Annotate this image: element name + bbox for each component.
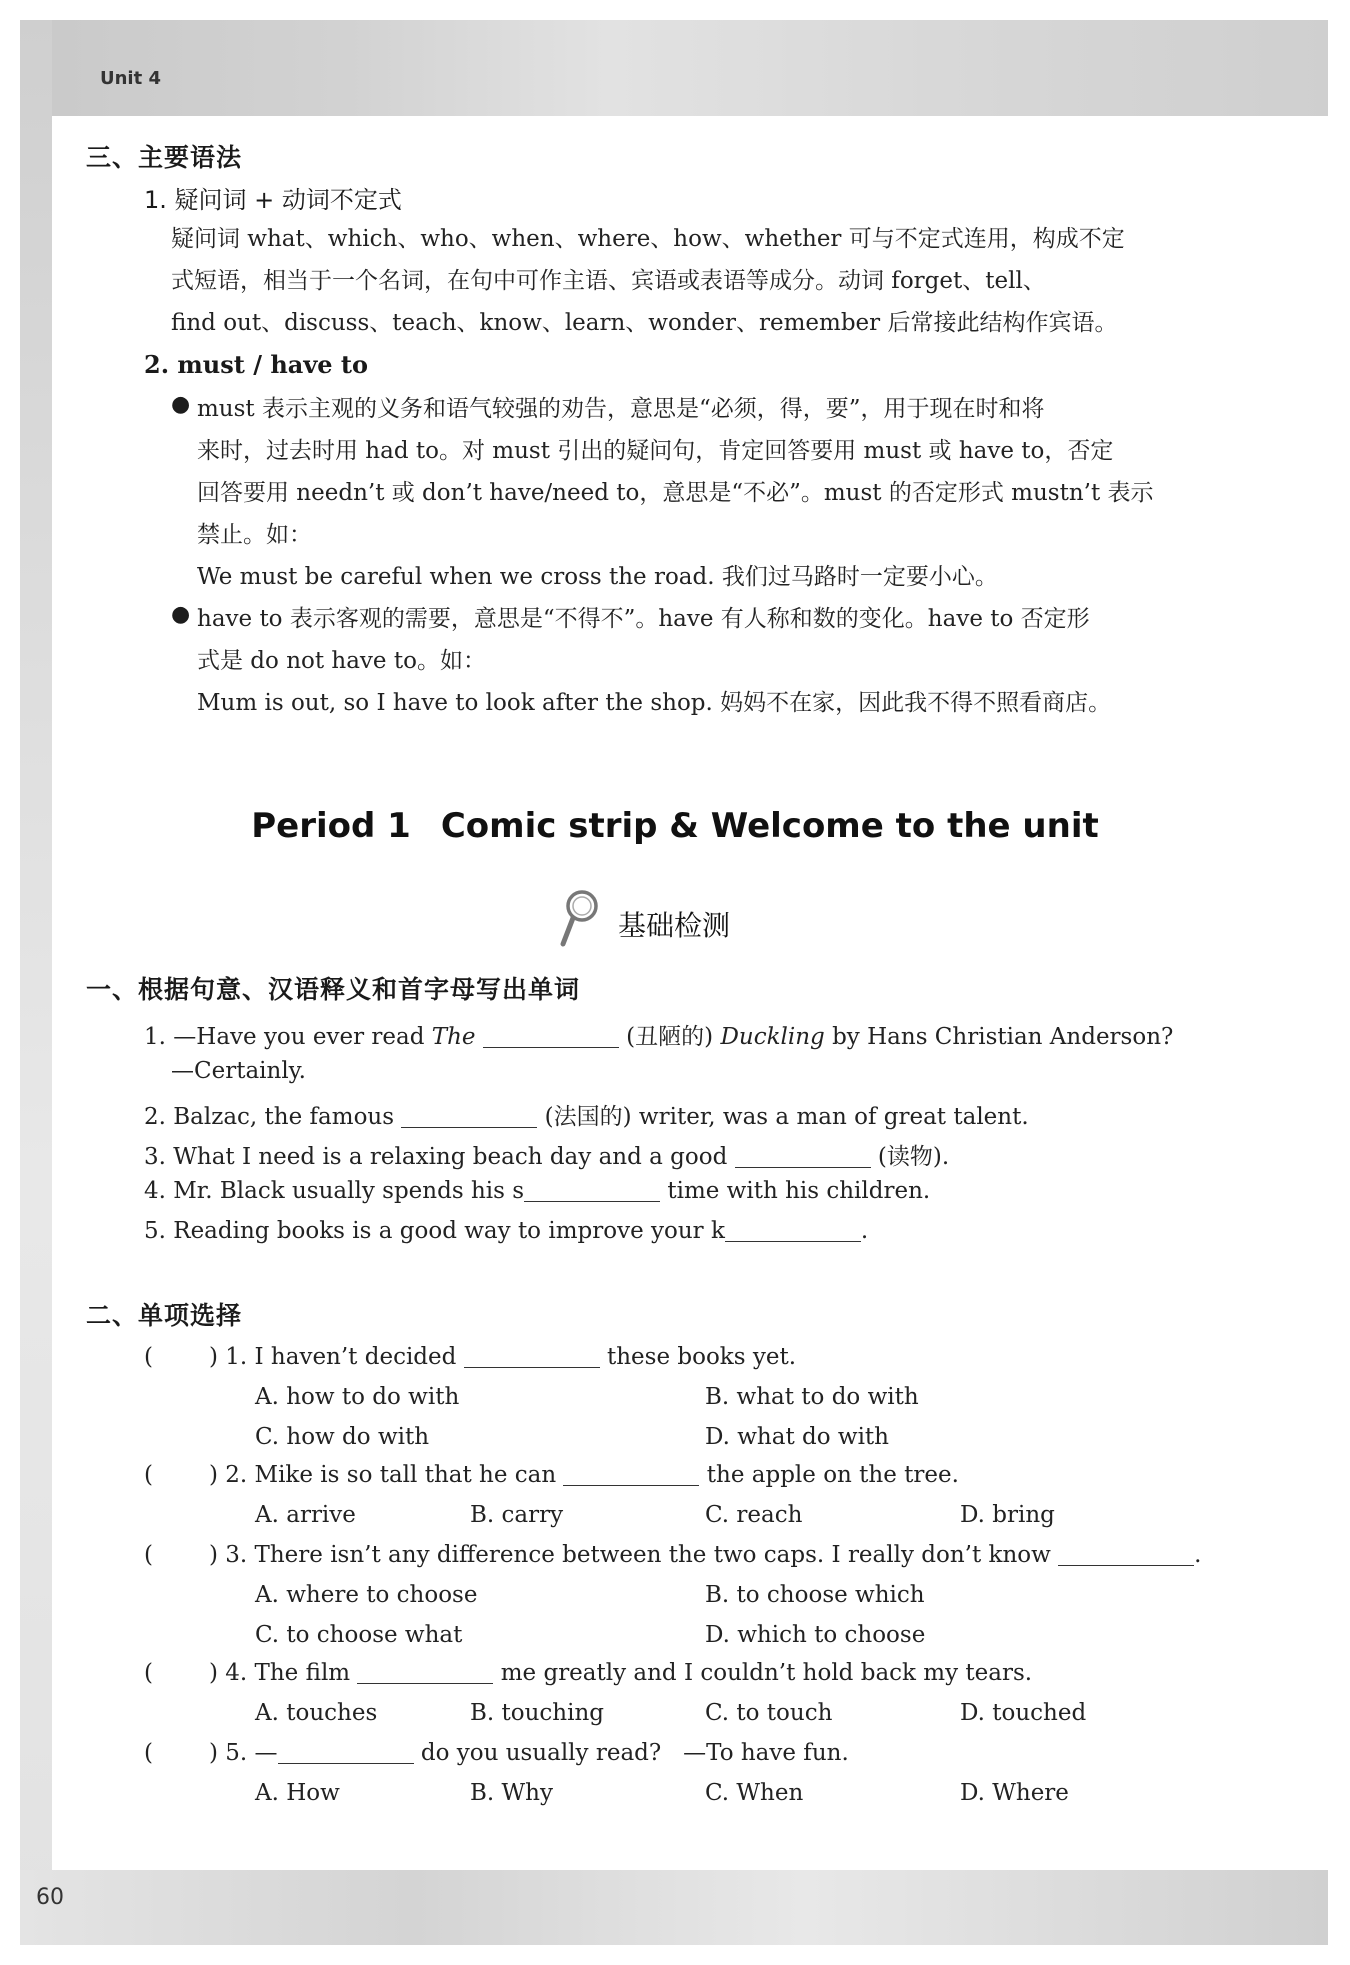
option-c: C. how do with	[255, 1424, 430, 1450]
section2-heading: 二、单项选择	[86, 1301, 243, 1330]
choice-question-4: ( ) 4. The film me greatly and I couldn’t hold back my tears.	[144, 1660, 1033, 1686]
grammar-point2-line: have to 表示客观的需要，意思是“不得不”。have 有人称和数的变化。have to 否定形	[197, 606, 1090, 632]
option-b: B. to choose which	[705, 1582, 925, 1608]
answer-blank[interactable]	[483, 1024, 619, 1048]
option-b: B. what to do with	[705, 1384, 919, 1410]
option-a: A. How	[255, 1780, 340, 1806]
grammar-point1-line: 式短语，相当于一个名词，在句中可作主语、宾语或表语等成分。动词 forget、tell、	[171, 268, 1046, 294]
option-d: D. Where	[960, 1780, 1069, 1806]
option-d: D. bring	[960, 1502, 1055, 1528]
grammar-point2-line: must 表示主观的义务和语气较强的劝告，意思是“必须，得，要”，用于现在时和将	[197, 396, 1045, 422]
bullet-icon: ●	[171, 602, 191, 627]
fill-item-3: 3. What I need is a relaxing beach day and a good (读物).	[144, 1144, 950, 1170]
period-number: Period 1	[251, 806, 411, 846]
option-b: B. touching	[470, 1700, 605, 1726]
fill-item-2: 2. Balzac, the famous (法国的) writer, was a man of great talent.	[144, 1104, 1029, 1130]
answer-blank[interactable]	[524, 1178, 660, 1202]
period-name: Comic strip & Welcome to the unit	[440, 806, 1099, 846]
magnifier-icon	[558, 888, 602, 948]
option-c: C. reach	[705, 1502, 803, 1528]
grammar-point1-line: 疑问词 what、which、who、when、where、how、whether 可与不定式连用，构成不定	[171, 226, 1125, 252]
option-d: D. touched	[960, 1700, 1087, 1726]
grammar-point2-line: 式是 do not have to。如：	[197, 648, 486, 674]
page-number: 60	[36, 1885, 64, 1910]
answer-blank[interactable]	[401, 1104, 537, 1128]
answer-paren[interactable]	[153, 1661, 209, 1684]
answer-blank	[357, 1660, 493, 1684]
option-a: A. how to do with	[255, 1384, 460, 1410]
grammar-example: Mum is out, so I have to look after the shop. 妈妈不在家，因此我不得不照看商店。	[197, 690, 1112, 716]
answer-blank[interactable]	[735, 1144, 871, 1168]
option-a: A. touches	[255, 1700, 378, 1726]
grammar-point2-line: 来时，过去时用 had to。对 must 引出的疑问句，肯定回答要用 must 或 have to，否定	[197, 438, 1114, 464]
fill-item-4: 4. Mr. Black usually spends his s time with his children.	[144, 1178, 931, 1204]
section1-heading: 一、根据句意、汉语释义和首字母写出单词	[86, 975, 581, 1004]
option-d: D. which to choose	[705, 1622, 926, 1648]
answer-blank	[464, 1344, 600, 1368]
choice-question-3: ( ) 3. There isn’t any difference between the two caps. I really don’t know .	[144, 1542, 1202, 1568]
answer-paren[interactable]	[153, 1345, 209, 1368]
grammar-point2-title: 2. must / have to	[144, 350, 368, 379]
choice-question-2: ( ) 2. Mike is so tall that he can the apple on the tree.	[144, 1462, 959, 1488]
grammar-point1-line: find out、discuss、teach、know、learn、wonder、remember 后常接此结构作宾语。	[171, 310, 1118, 336]
answer-paren[interactable]	[153, 1463, 209, 1486]
choice-question-5: ( ) 5. — do you usually read? —To have fun.	[144, 1740, 849, 1766]
fill-item-5: 5. Reading books is a good way to improve your k .	[144, 1218, 869, 1244]
answer-blank	[278, 1740, 414, 1764]
choice-question-1: ( ) 1. I haven’t decided these books yet.	[144, 1344, 797, 1370]
option-b: B. carry	[470, 1502, 564, 1528]
grammar-example: We must be careful when we cross the road. 我们过马路时一定要小心。	[197, 564, 998, 590]
fill-item-1: 1. —Have you ever read The (丑陋的) Duckling by Hans Christian Anderson?	[144, 1024, 1174, 1050]
answer-paren[interactable]	[153, 1741, 209, 1764]
answer-blank	[563, 1462, 699, 1486]
unit-label: Unit 4	[100, 68, 161, 89]
basic-check-label: 基础检测	[618, 909, 731, 942]
option-d: D. what do with	[705, 1424, 889, 1450]
grammar-heading: 三、主要语法	[86, 143, 243, 172]
answer-paren[interactable]	[153, 1543, 209, 1566]
answer-blank[interactable]	[725, 1218, 861, 1242]
grammar-point2-line: 回答要用 needn’t 或 don’t have/need to，意思是“不必”。must 的否定形式 mustn’t 表示	[197, 480, 1154, 506]
option-c: C. to choose what	[255, 1622, 463, 1648]
option-c: C. When	[705, 1780, 804, 1806]
bullet-icon: ●	[171, 392, 191, 417]
period-title	[0, 806, 1350, 846]
answer-blank	[1058, 1542, 1194, 1566]
option-b: B. Why	[470, 1780, 553, 1806]
fill-item-1-reply: —Certainly.	[171, 1058, 306, 1084]
option-a: A. where to choose	[255, 1582, 478, 1608]
grammar-point1-title: 1. 疑问词 + 动词不定式	[144, 186, 402, 214]
option-a: A. arrive	[255, 1502, 356, 1528]
grammar-point2-line: 禁止。如：	[197, 522, 312, 548]
option-c: C. to touch	[705, 1700, 833, 1726]
